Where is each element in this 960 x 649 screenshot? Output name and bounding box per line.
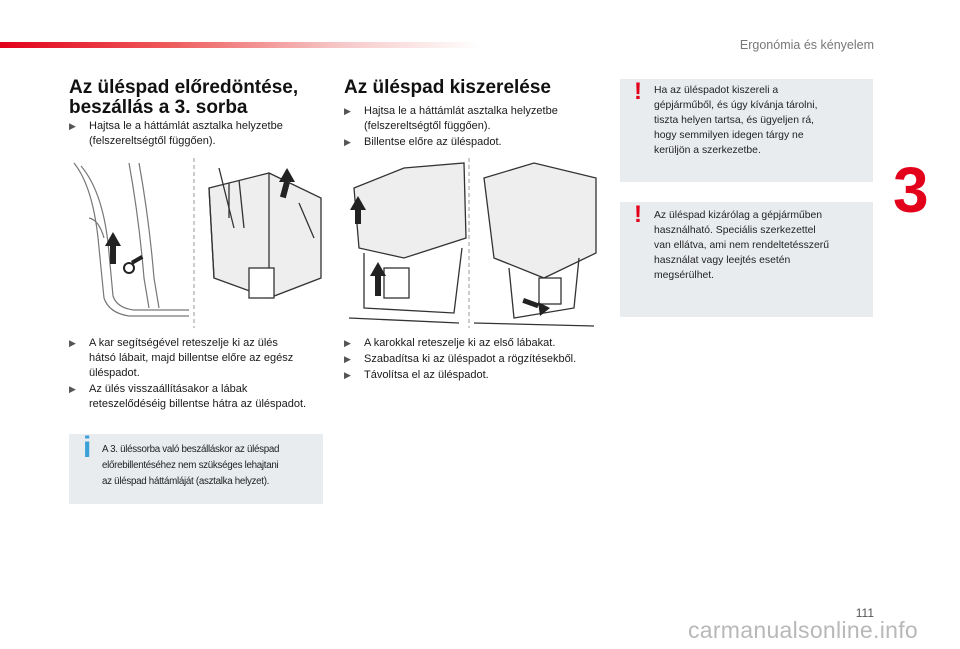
warning-box-storage <box>620 79 873 182</box>
warning-text: hogy semmilyen idegen tárgy ne <box>654 130 804 141</box>
warning-text: gépjárműből, és úgy kívánja tárolni, <box>654 100 818 111</box>
info-text: A 3. üléssorba való beszálláskor az üléspad <box>102 444 280 455</box>
list-item <box>344 104 604 134</box>
info-box <box>69 431 323 504</box>
list-item <box>69 382 331 412</box>
arrow-bullet-icon: ▶ <box>344 137 351 147</box>
arrow-bullet-icon: ▶ <box>344 370 351 380</box>
info-text: előrebillentéséhez nem szükséges lehajtani <box>102 460 279 471</box>
warning-box-usage <box>620 202 873 317</box>
bullet-list <box>69 119 329 150</box>
bullet-text: A kar segítségével reteszelje ki az ülés <box>89 337 278 349</box>
list-item <box>69 119 329 149</box>
list-item <box>344 336 606 351</box>
bullet-text: Billentse előre az üléspadot. <box>364 136 502 148</box>
warning-text: Ha az üléspadot kiszereli a <box>654 85 779 96</box>
bullet-text: Hajtsa le a háttámlát asztalka helyzetbe <box>89 120 283 132</box>
figure-seat-removal <box>344 158 598 328</box>
bullet-text: reteszelődéséig billentse hátra az üléspadot. <box>89 398 307 410</box>
section-title-tilt <box>69 78 298 118</box>
bullet-text: Szabadítsa ki az üléspadot a rögzítésekből. <box>364 353 577 365</box>
arrow-bullet-icon: ▶ <box>69 121 76 131</box>
arrow-bullet-icon: ▶ <box>344 338 351 348</box>
warning-icon: ! <box>634 78 642 105</box>
bullet-list <box>69 336 331 413</box>
bullet-text: A karokkal reteszelje ki az első lábakat. <box>364 337 556 349</box>
bullet-text: (felszereltségtől függően). <box>89 135 216 147</box>
warning-text: használat vagy leejtés esetén <box>654 255 791 266</box>
seat-removal-illustration <box>344 158 598 328</box>
section-title-removal: Az üléspad kiszerelése <box>344 77 551 98</box>
list-item <box>344 135 604 150</box>
arrow-bullet-icon: ▶ <box>344 354 351 364</box>
warning-text: van ellátva, ami nem rendeltetésszerű <box>654 240 829 251</box>
figure-seat-tilt <box>69 158 323 328</box>
watermark[interactable]: carmanualsonline.info <box>687 617 918 643</box>
bullet-text: Az ülés visszaállításakor a lábak <box>89 383 248 395</box>
warning-text: Az üléspad kizárólag a gépjárműben <box>654 210 823 221</box>
list-item <box>344 352 606 367</box>
warning-text: megsérülhet. <box>654 270 715 281</box>
bullet-text: (felszereltségtől függően). <box>364 120 491 132</box>
warning-text: tiszta helyen tartsa, és ügyeljen rá, <box>654 115 814 126</box>
warning-text: használható. Speciális szerkezettel <box>654 225 816 236</box>
bullet-text: Hajtsa le a háttámlát asztalka helyzetbe <box>364 105 558 117</box>
seat-tilt-illustration <box>69 158 323 328</box>
bullet-text: Távolítsa el az üléspadot. <box>364 369 489 381</box>
warning-icon: ! <box>634 201 642 228</box>
arrow-bullet-icon: ▶ <box>69 384 76 394</box>
chapter-title: Ergonómia és kényelem <box>739 38 874 52</box>
bullet-list <box>344 336 606 384</box>
list-item <box>69 336 331 381</box>
title-line: Az üléspad előredöntése, <box>69 77 299 98</box>
title-line: beszállás a 3. sorba <box>69 97 248 118</box>
header-gradient-bar <box>0 42 480 48</box>
chapter-number: 3 <box>893 154 929 226</box>
info-text: az üléspad háttámláját (asztalka helyzet). <box>102 476 270 487</box>
page-number: 111 <box>855 606 874 620</box>
list-item <box>344 368 606 383</box>
bullet-text: hátsó lábait, majd billentse előre az egész <box>89 352 294 364</box>
bullet-text: üléspadot. <box>89 367 140 379</box>
info-icon: i <box>83 431 92 464</box>
warning-text: kerüljön a szerkezetbe. <box>654 145 761 156</box>
arrow-bullet-icon: ▶ <box>69 338 76 348</box>
bullet-list <box>344 104 604 151</box>
arrow-bullet-icon: ▶ <box>344 106 351 116</box>
